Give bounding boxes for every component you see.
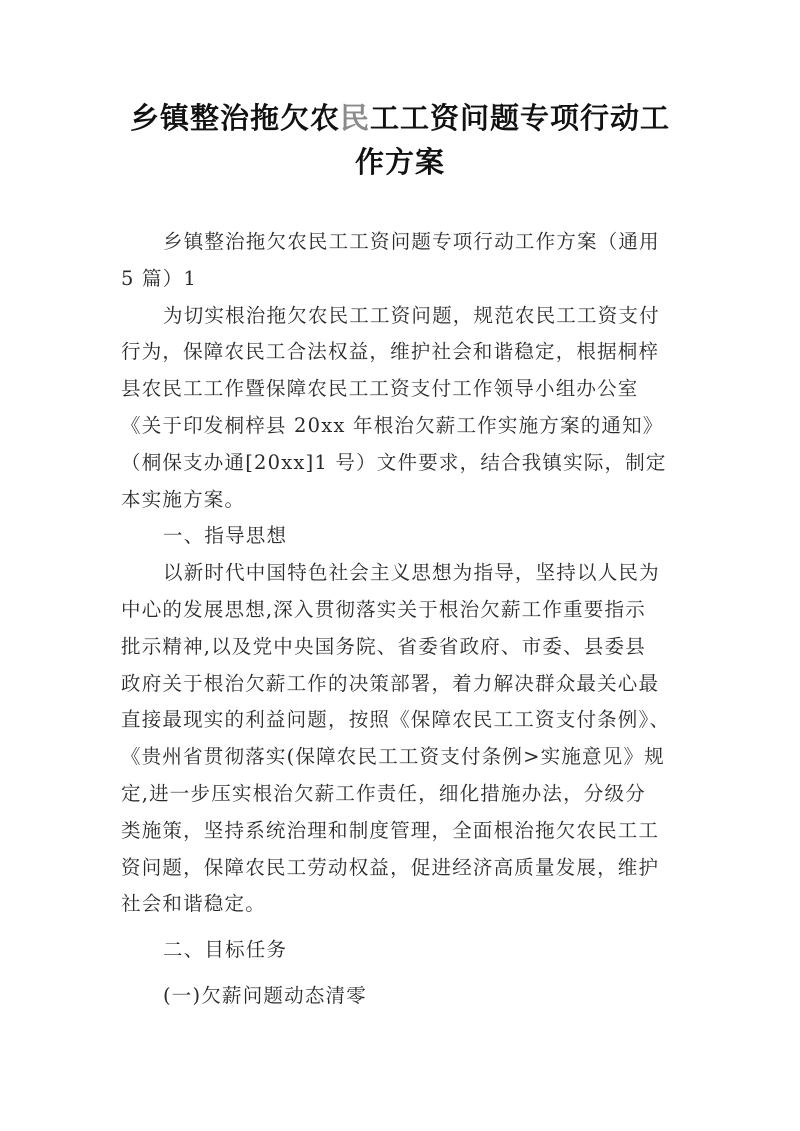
subtitle-line: 5 篇）1 [121,266,198,290]
subsection-heading-arrears-clearance: (一)欠薪问题动态清零 [163,983,367,1007]
title-text-part-1: 乡镇整治拖欠农 [129,101,340,135]
intro-paragraph-line: 本实施方案。 [121,487,246,511]
intro-paragraph-line: 《关于印发桐梓县 20xx 年根治欠薪工作实施方案的通知》 [121,413,664,437]
section1-paragraph-line: 政府关于根治欠薪工作的决策部署，着力解决群众最关心最 [121,671,660,695]
document-body [121,224,679,1015]
title-text-highlight: 民 [339,101,370,135]
paragraph-spacer [121,969,679,978]
document-title-line-2: 作方案 [354,145,445,179]
section1-paragraph-line: 资问题，保障农民工劳动权益，促进经济高质量发展，维护 [121,855,660,879]
intro-paragraph-line: 县农民工工作暨保障农民工工资支付工作领导小组办公室 [121,377,639,401]
section1-paragraph-line: 类施策，坚持系统治理和制度管理，全面根治拖欠农民工工 [121,818,660,842]
intro-paragraph-line: （桐保支办通[20xx]1 号）文件要求，结合我镇实际，制定 [121,450,667,474]
intro-paragraph-line: 行为，保障农民工合法权益，维护社会和谐稳定，根据桐梓 [121,340,660,364]
subtitle-line: 乡镇整治拖欠农民工工资问题专项行动工作方案（通用 [163,230,660,253]
section1-paragraph-line: 以新时代中国特色社会主义思想为指导，坚持以人民为 [163,561,660,585]
document-title-line-1 [100,96,700,140]
paragraph-spacer [121,923,679,932]
section1-paragraph-line: 社会和谐稳定。 [121,892,266,916]
section1-paragraph-line: 批示精神,以及党中央国务院、省委省政府、市委、县委县 [121,634,646,658]
section1-paragraph-line: 中心的发展思想,深入贯彻落实关于根治欠薪工作重要指示 [121,597,646,621]
section-heading-goals-tasks: 二、目标任务 [163,938,288,962]
section1-paragraph-line: 定,进一步压实根治欠薪工作责任，细化措施办法，分级分 [121,781,646,805]
section1-paragraph-line: 《贵州省贯彻落实(保障农民工工资支付条例>实施意见》规 [121,745,665,769]
section-heading-guiding-ideology: 一、指导思想 [163,524,288,548]
section1-paragraph-line: 直接最现实的利益问题，按照《保障农民工工资支付条例》、 [121,708,671,732]
title-text-part-2: 工工资问题专项行动工 [370,101,671,135]
intro-paragraph-line: 为切实根治拖欠农民工工资问题，规范农民工工资支付 [163,303,660,327]
